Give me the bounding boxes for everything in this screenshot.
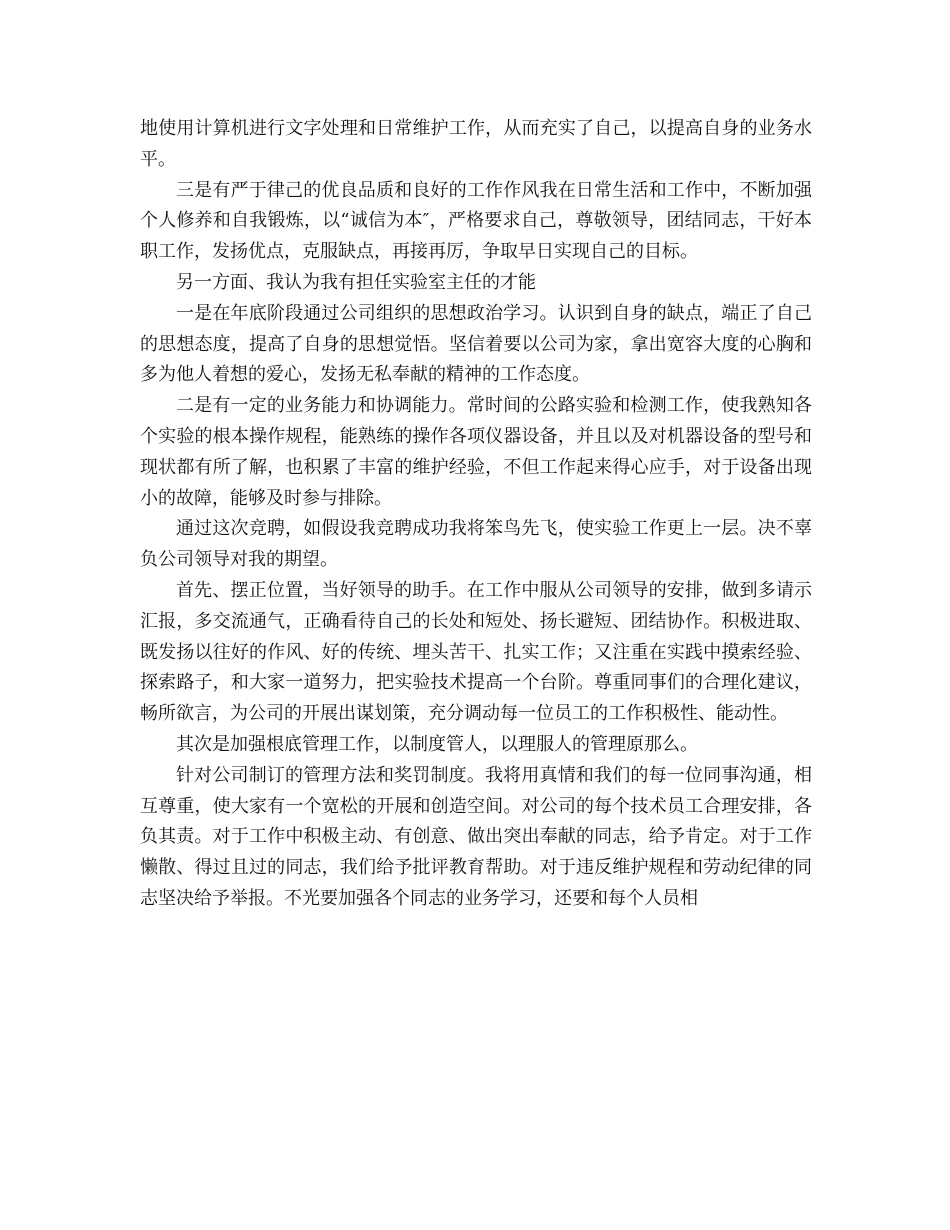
paragraph-4: 一是在年底阶段通过公司组织的思想政治学习。认识到自身的缺点，端正了自己的思想态度，提高了自身的思想觉悟。坚信着要以公司为家，拿出宽容大度的心胸和多为他人着想的爱心，发扬无私奉献的精神的工作态度。 (140, 302, 812, 386)
paragraph-9: 针对公司制订的管理方法和奖罚制度。我将用真情和我们的每一位同事沟通，相互尊重，使大家有一个宽松的开展和创造空间。对公司的每个技术员工合理安排，各负其责。对于工作中积极主动、有创意、做出突出奉献的同志，给予肯定。对于工作懒散、得过且过的同志，我们给予批评教育帮助。对于违反维护规程和劳动纪律的同志坚决给予举报。不光要加强各个同志的业务学习，还要和每个人员相 (140, 764, 812, 909)
paragraph-8: 其次是加强根底管理工作，以制度管人，以理服人的管理原那么。 (176, 733, 698, 755)
document-page (140, 114, 812, 915)
paragraph-7: 首先、摆正位置，当好领导的助手。在工作中服从公司领导的安排，做到多请示汇报，多交流通气，正确看待自己的长处和短处、扬长避短、团结协作。积极进取、既发扬以往好的作风、好的传统、埋头苦干、扎实工作；又注重在实践中摸索经验、探索路子，和大家一道努力，把实验技术提高一个台阶。尊重同事们的合理化建议，畅所欲言，为公司的开展出谋划策，充分调动每一位员工的工作积极性、能动性。 (140, 579, 812, 725)
paragraph-6: 通过这次竞聘，如假设我竞聘成功我将笨鸟先飞，使实验工作更上一层。决不辜负公司领导对我的期望。 (140, 518, 812, 571)
paragraph-5: 二是有一定的业务能力和协调能力。常时间的公路实验和检测工作，使我熟知各个实验的根本操作规程，能熟练的操作各项仪器设备，并且以及对机器设备的型号和现状都有所了解，也积累了丰富的维护经验，不但工作起来得心应手，对于设备出现小的故障，能够及时参与排除。 (140, 395, 812, 509)
paragraph-3: 另一方面、我认为我有担任实验室主任的才能 (176, 271, 536, 293)
paragraph-1: 地使用计算机进行文字处理和日常维护工作，从而充实了自己，以提高自身的业务水平。 (140, 118, 812, 170)
paragraph-2: 三是有严于律己的优良品质和良好的工作作风我在日常生活和工作中，不断加强个人修养和自我锻炼，以“诚信为本″，严格要求自己，尊敬领导，团结同志，干好本职工作，发扬优点，克服缺点，再接再厉，争取早日实现自己的目标。 (140, 179, 812, 263)
